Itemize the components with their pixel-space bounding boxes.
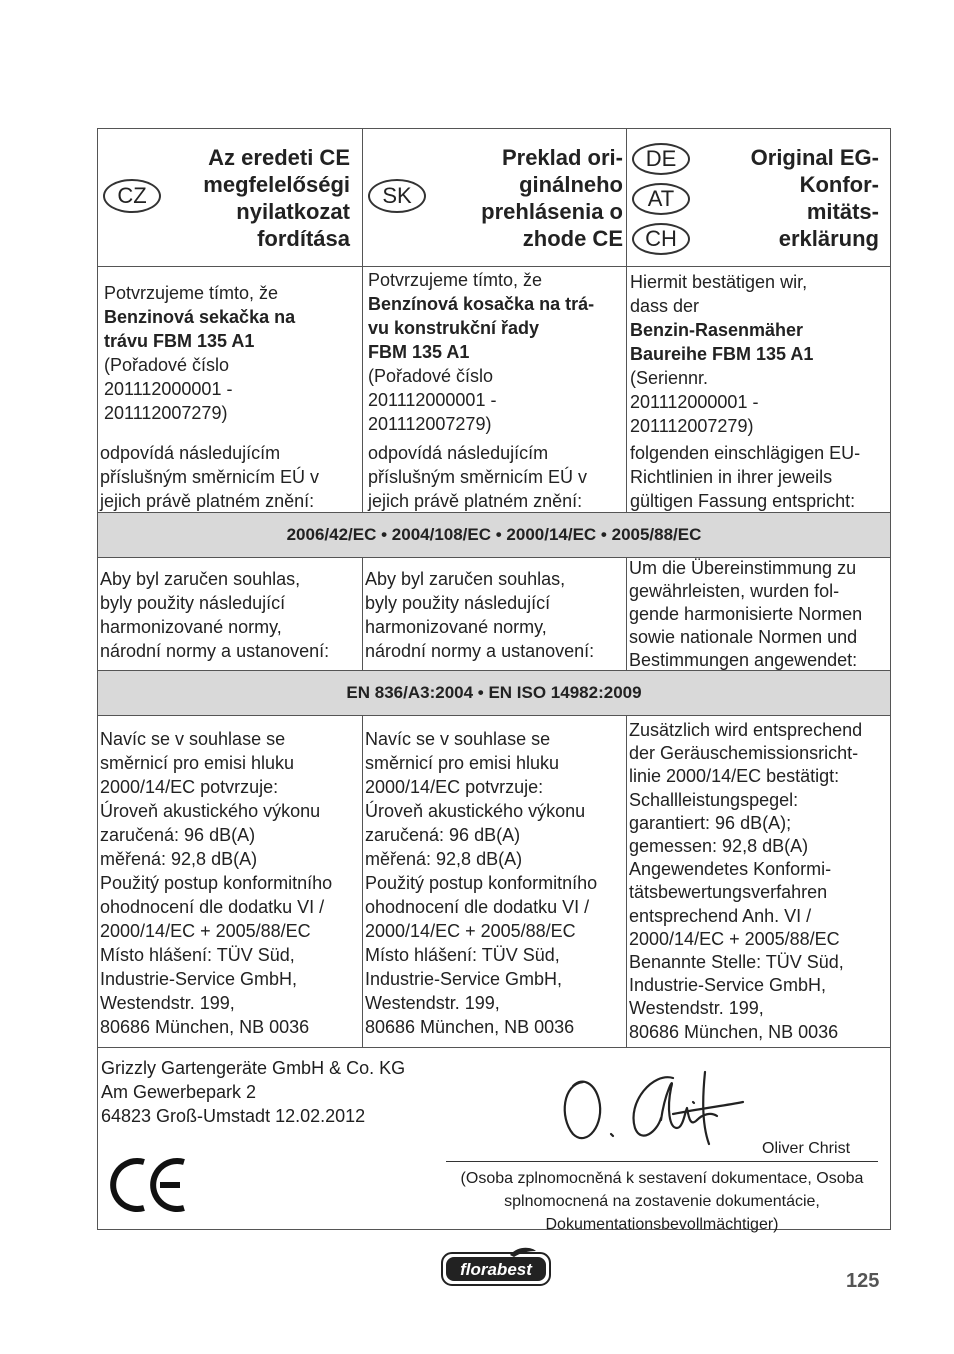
norms-band: EN 836/A3:2004 • EN ISO 14982:2009 (98, 671, 890, 715)
serial-de: (Seriennr. 201112000001 - 201112007279) (630, 368, 759, 436)
signatory-name: Oliver Christ (762, 1140, 851, 1157)
signature-image (553, 1062, 753, 1152)
serial-cz: (Pořadové číslo 201112000001 - 201112007279) (104, 355, 233, 423)
header-cz (98, 129, 362, 266)
country-badge-ch: CH (632, 223, 690, 255)
country-badge-sk: SK (368, 179, 426, 213)
product-name-sk: Benzínová kosačka na trá- vu konstrukční řady FBM 135 A1 (368, 294, 595, 362)
svg-text:florabest: florabest (460, 1260, 532, 1279)
intro-cz: Potvrzujeme tímto, že (104, 283, 279, 303)
serial-sk: (Pořadové číslo 201112000001 - 201112007279) (368, 366, 497, 434)
norms-text-de: Um die Übereinstimmung zu gewährleisten, wurden fol- gende harmonisierte Normen sowie nationale Normen und Bestimmungen angewendet: (629, 558, 863, 670)
header-sk (363, 129, 626, 266)
intro-sk: Potvrzujeme tímto, že (368, 270, 543, 290)
norms-text-cz: Aby byl zaručen souhlas, byly použity následující harmonizované normy, národní normy a ustanovení: (100, 569, 330, 661)
noise-text-cz: Navíc se v souhlase se směrnicí pro emisi hluku 2000/14/EC potvrzuje: Úroveň akustického výkonu zaručená: 96 dB(A) měřená: 92,8 dB(A) Použitý postup konformitního ohodnocení dle dodatku VI / 2000/14/EC + 2005/88/EC Místo hlášení: TÜV Süd, Industrie-Service GmbH, Westendstr. 199, 80686 München, NB 0036 (100, 729, 333, 1037)
florabest-logo (440, 1247, 552, 1287)
intro-de: Hiermit bestätigen wir, dass der (630, 272, 808, 316)
signature-note: (Osoba zplnomocněná k sestavení dokumentace, Osoba splnomocnená na zostavenie dokumentácie, Dokumentationsbevollmächtiger) (460, 1170, 864, 1233)
directive-text-sk: odpovídá následujícím příslušným směrnicím EÚ v jejich právě platném znění: (368, 443, 588, 511)
country-badge-de: DE (632, 143, 690, 175)
ce-mark-icon (110, 1156, 190, 1214)
directives-band: 2006/42/EC • 2004/108/EC • 2000/14/EC • 2005/88/EC (98, 513, 890, 557)
directive-text-cz: odpovídá následujícím příslušným směrnicím EÚ v jejich právě platném znění: (100, 443, 320, 511)
company-address: Grizzly Gartengeräte GmbH & Co. KG Am Gewerbepark 2 64823 Groß-Umstadt 12.02.2012 (101, 1058, 406, 1126)
header-title-sk: Preklad ori- ginálneho prehlásenia o zhode CE (481, 145, 623, 251)
header-title-de: Original EG- Konfor- mitäts- erklärung (750, 145, 879, 251)
page-number: 125 (846, 1270, 880, 1292)
norms-text-sk: Aby byl zaručen souhlas, byly použity následující harmonizované normy, národní normy a ustanovení: (365, 569, 595, 661)
noise-text-de: Zusätzlich wird entsprechend der Geräuschemissionsricht- linie 2000/14/EC bestätigt: Schallleistungspegel: garantiert: 96 dB(A); gemessen: 92,8 dB(A) Angewendetes Konformi- tätsbewertungsverfahren entsprechend Anh. VI / 2000/14/EC + 2005/88/EC Benannte Stelle: TÜV Süd, Industrie-Service GmbH, Westendstr. 199, 80686 München, NB 0036 (629, 720, 863, 1042)
product-name-de: Benzin-Rasenmäher Baureihe FBM 135 A1 (630, 320, 814, 364)
country-badge-at: AT (632, 183, 690, 215)
noise-text-sk: Navíc se v souhlase se směrnicí pro emisi hluku 2000/14/EC potvrzuje: Úroveň akustického výkonu zaručená: 96 dB(A) měřená: 92,8 dB(A) Použitý postup konformitního ohodnocení dle dodatku VI / 2000/14/EC + 2005/88/EC Místo hlášení: TÜV Süd, Industrie-Service GmbH, Westendstr. 199, 80686 München, NB 0036 (365, 729, 598, 1037)
declaration-table (97, 128, 891, 1233)
signature-block (98, 1048, 890, 1233)
header-title-cz: Az eredeti CE megfelelőségi nyilatkozat fordítása (203, 145, 350, 251)
directive-text-de: folgenden einschlägigen EU- Richtlinien in ihrer jeweils gültigen Fassung entspricht: (630, 443, 861, 511)
product-name-cz: Benzinová sekačka na trávu FBM 135 A1 (104, 307, 296, 351)
country-badge-cz: CZ (103, 179, 161, 213)
signature-line (446, 1161, 878, 1162)
header-de (627, 129, 891, 266)
